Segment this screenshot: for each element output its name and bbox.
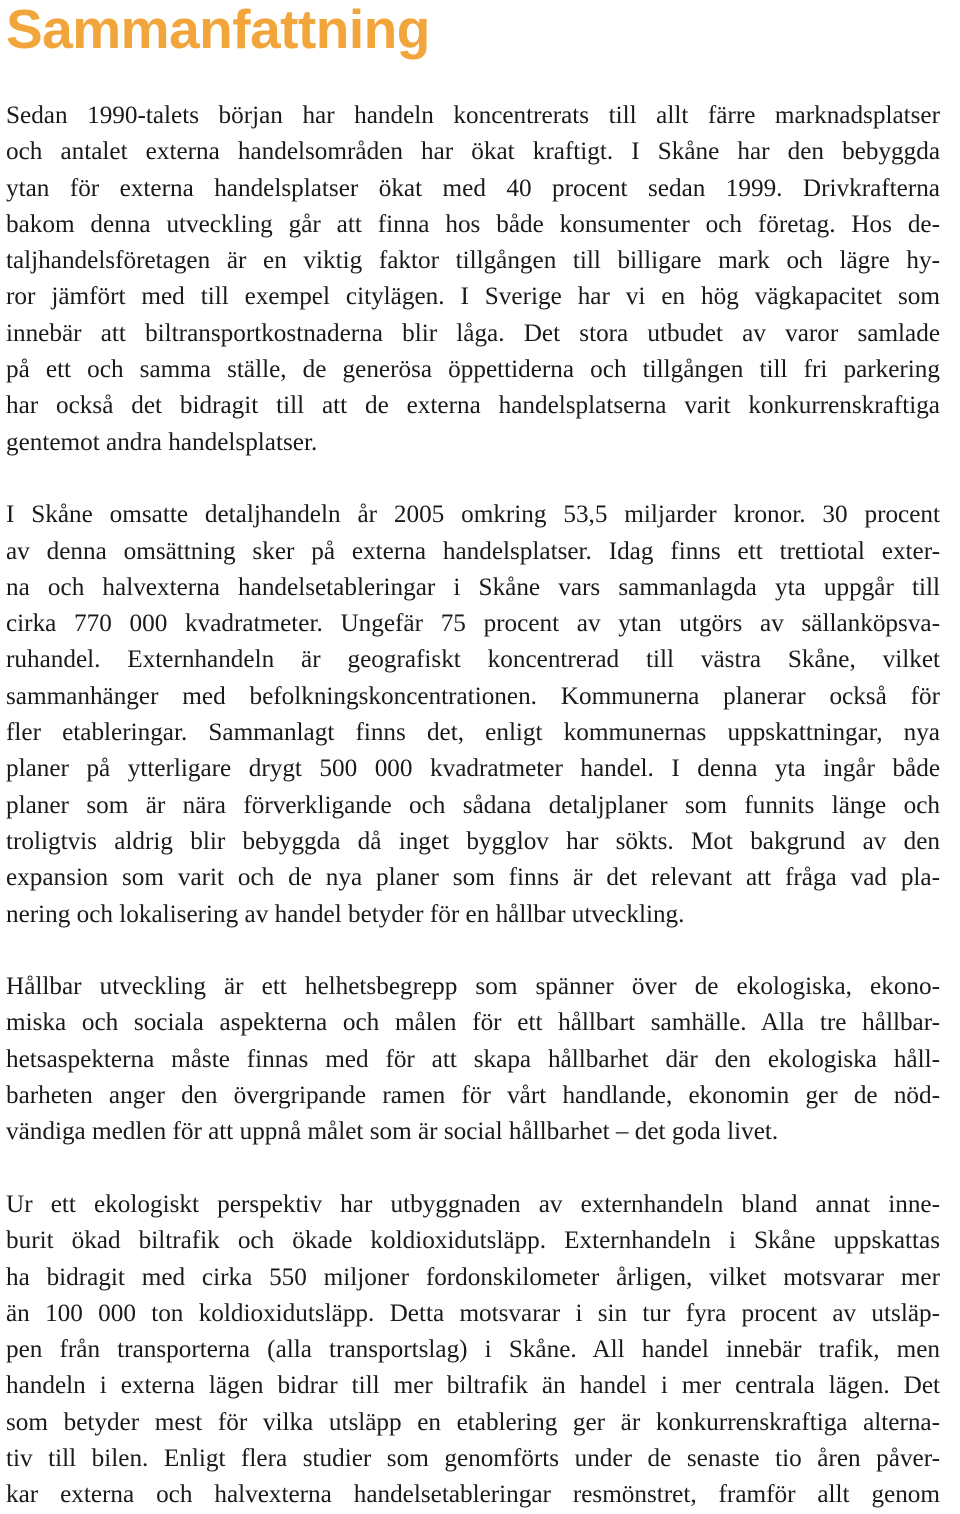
text-line: ror jämfört med till exempel citylägen. I Sverige har vi en hög vägkapacitet som bbox=[6, 283, 940, 311]
text-line: taljhandelsföretagen är en viktig faktor tillgången till billigare mark och lägre hy- bbox=[6, 247, 940, 275]
text-line: I Skåne omsatte detaljhandeln år 2005 omkring 53,5 miljarder kronor. 30 procent bbox=[6, 501, 940, 529]
text-line: nering och lokalisering av handel betyder för en hållbar utveckling. bbox=[6, 900, 685, 928]
text-line: hetsaspekterna måste finnas med för att skapa hållbarhet där den ekologiska håll- bbox=[6, 1045, 940, 1073]
text-line: handeln i externa lägen bidrar till mer biltrafik än handel i mer centrala lägen. Det bbox=[6, 1372, 940, 1400]
text-line: ruhandel. Externhandeln är geografiskt koncentrerad till västra Skåne, vilket bbox=[6, 646, 940, 674]
text-line: och antalet externa handelsområden har ökat kraftigt. I Skåne har den bebyggda bbox=[6, 138, 940, 166]
paragraph-4 bbox=[6, 1187, 946, 1514]
document-page bbox=[6, 0, 946, 1514]
text-line: barheten anger den övergripande ramen för vårt handlande, ekonomin ger de nöd- bbox=[6, 1082, 940, 1110]
text-line: expansion som varit och de nya planer som finns är det relevant att fråga vad pla- bbox=[6, 864, 940, 892]
paragraph-gap bbox=[6, 933, 946, 969]
text-line: ha bidragit med cirka 550 miljoner fordonskilometer årligen, vilket motsvarar mer bbox=[6, 1263, 940, 1291]
paragraph-3 bbox=[6, 969, 946, 1150]
text-line: planer som är nära förverkligande och sådana detaljplaner som funnits länge och bbox=[6, 791, 940, 819]
text-line: Ur ett ekologiskt perspektiv har utbyggnaden av externhandeln bland annat inne- bbox=[6, 1190, 940, 1218]
text-line: na och halvexterna handelsetableringar i Skåne vars sammanlagda yta uppgår till bbox=[6, 573, 940, 601]
text-line: vändiga medlen för att uppnå målet som är social hållbarhet – det goda livet. bbox=[6, 1118, 779, 1146]
text-line: kar externa och halvexterna handelsetableringar resmönstret, framför allt genom bbox=[6, 1481, 940, 1509]
text-line: cirka 770 000 kvadratmeter. Ungefär 75 procent av ytan utgörs av sällanköpsva- bbox=[6, 610, 940, 638]
text-line: bakom denna utveckling går att finna hos både konsumenter och företag. Hos de- bbox=[6, 210, 940, 238]
text-line: burit ökad biltrafik och ökade koldioxidutsläpp. Externhandeln i Skåne uppskattas bbox=[6, 1227, 940, 1255]
paragraph-2 bbox=[6, 497, 946, 933]
text-line: gentemot andra handelsplatser. bbox=[6, 428, 318, 456]
text-line: fler etableringar. Sammanlagt finns det, enligt kommunernas uppskattningar, nya bbox=[6, 719, 940, 747]
paragraph-gap bbox=[6, 1151, 946, 1187]
text-line: planer på ytterligare drygt 500 000 kvadratmeter handel. I denna yta ingår både bbox=[6, 755, 940, 783]
text-line: pen från transporterna (alla transportslag) i Skåne. All handel innebär trafik, men bbox=[6, 1336, 940, 1364]
page-title: Sammanfattning bbox=[6, 0, 430, 60]
text-line: troligtvis aldrig blir bebyggda då inget bygglov har sökts. Mot bakgrund av den bbox=[6, 827, 940, 855]
text-line: Hållbar utveckling är ett helhetsbegrepp som spänner över de ekologiska, ekono- bbox=[6, 973, 940, 1001]
paragraph-gap bbox=[6, 461, 946, 497]
text-line: ytan för externa handelsplatser ökat med 40 procent sedan 1999. Drivkrafterna bbox=[6, 174, 940, 202]
paragraph-1 bbox=[6, 98, 946, 461]
text-line: Sedan 1990-talets början har handeln koncentrerats till allt färre marknadsplatser bbox=[6, 102, 940, 129]
text-line: tiv till bilen. Enligt flera studier som genomförts under de senaste tio åren påver- bbox=[6, 1444, 940, 1472]
text-line: miska och sociala aspekterna och målen för ett hållbart samhälle. Alla tre hållbar- bbox=[6, 1009, 940, 1037]
text-line: har också det bidragit till att de externa handelsplatserna varit konkurrenskraftiga bbox=[6, 392, 940, 420]
text-line: än 100 000 ton koldioxidutsläpp. Detta motsvarar i sin tur fyra procent av utsläp- bbox=[6, 1299, 940, 1327]
text-line: innebär att biltransportkostnaderna blir låga. Det stora utbudet av varor samlade bbox=[6, 319, 940, 347]
text-line: som betyder mest för vilka utsläpp en etablering ger är konkurrenskraftiga alterna- bbox=[6, 1408, 940, 1436]
text-line: sammanhänger med befolkningskoncentrationen. Kommunerna planerar också för bbox=[6, 682, 940, 710]
text-line: av denna omsättning sker på externa handelsplatser. Idag finns ett trettiotal exter- bbox=[6, 537, 940, 565]
text-line: på ett och samma ställe, de generösa öppettiderna och tillgången till fri parkering bbox=[6, 356, 940, 384]
